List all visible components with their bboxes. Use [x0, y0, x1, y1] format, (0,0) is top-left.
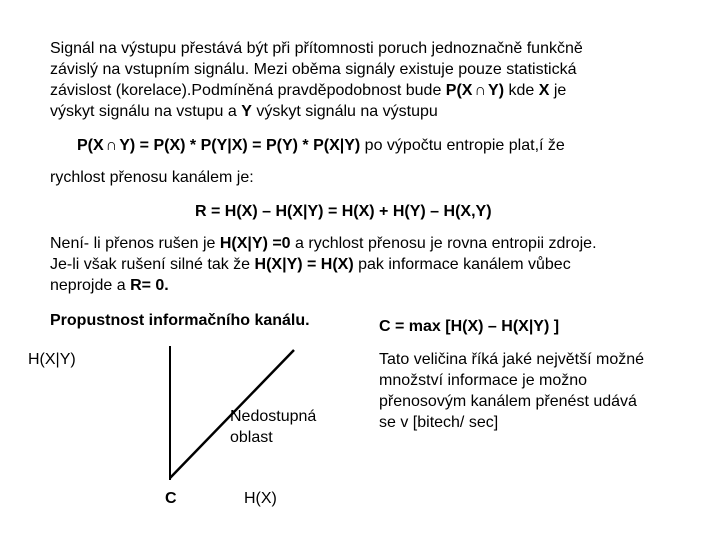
paragraph1-line2: závislý na vstupním signálu. Mezi oběma signály existuje pouze statistická	[50, 61, 577, 78]
capacity-desc-line4: se v [bitech/ sec]	[379, 414, 499, 431]
formula1-start: P(X	[77, 137, 104, 154]
formula1-rest: Y) = P(X) * P(Y|X) = P(Y) * P(X|Y)	[119, 137, 361, 154]
variable-y: Y	[241, 103, 252, 120]
capacity-formula: C = max [H(X) – H(X|Y) ]	[379, 318, 560, 335]
probability-expression-end: Y)	[488, 82, 505, 99]
paragraph2-line3-a: neprojde a	[50, 277, 131, 294]
probability-expression-start: P(X	[445, 82, 473, 99]
rate-intro: rychlost přenosu kanálem je:	[50, 169, 254, 186]
paragraph2-line1-a: Není- li přenos rušen je	[50, 235, 220, 252]
paragraph2-line2-c: pak informace kanálem vůbec	[353, 256, 571, 273]
region-label-line1: Nedostupná	[230, 408, 317, 425]
x-axis-label: H(X)	[244, 490, 277, 507]
y-axis-label: H(X|Y)	[28, 351, 76, 368]
capacity-heading: Propustnost informačního kanálu.	[50, 312, 310, 329]
paragraph1-line3-where: kde	[504, 82, 539, 99]
rate-formula: R = H(X) – H(X|Y) = H(X) + H(Y) – H(X,Y)	[195, 203, 492, 220]
paragraph2-line1-b: H(X|Y) =0	[219, 235, 291, 252]
paragraph1-line4-end: výskyt signálu na výstupu	[251, 103, 438, 120]
region-label-line2: oblast	[230, 429, 273, 446]
paragraph1-line1: Signál na výstupu přestává být při přítomnosti poruch jednoznačně funkčně	[50, 40, 583, 57]
formula1-intersection: ∩	[105, 137, 118, 154]
paragraph2-line1-c: a rychlost přenosu je rovna entropii zdroje.	[290, 235, 597, 252]
formula1-tail: po výpočtu entropie plat,í že	[360, 137, 565, 154]
paragraph2-line3-b: R= 0.	[130, 277, 169, 294]
paragraph1-line3-text: závislost (korelace).Podmíněná pravděpodobnost bude	[50, 82, 446, 99]
paragraph1-line3-end: je	[549, 82, 567, 99]
capacity-c-label: C	[165, 490, 177, 507]
capacity-desc-line3: přenosovým kanálem přenést udává	[379, 393, 637, 410]
paragraph2-line2-a: Je-li však rušení silné tak že	[50, 256, 255, 273]
capacity-desc-line1: Tato veličina říká jaké největší možné	[379, 351, 645, 368]
intersection-symbol: ∩	[474, 82, 487, 99]
paragraph1-line4-start: výskyt signálu na vstupu a	[50, 103, 242, 120]
variable-x: X	[538, 82, 550, 99]
capacity-desc-line2: množství informace je možno	[379, 372, 588, 389]
paragraph2-line2-b: H(X|Y) = H(X)	[254, 256, 354, 273]
